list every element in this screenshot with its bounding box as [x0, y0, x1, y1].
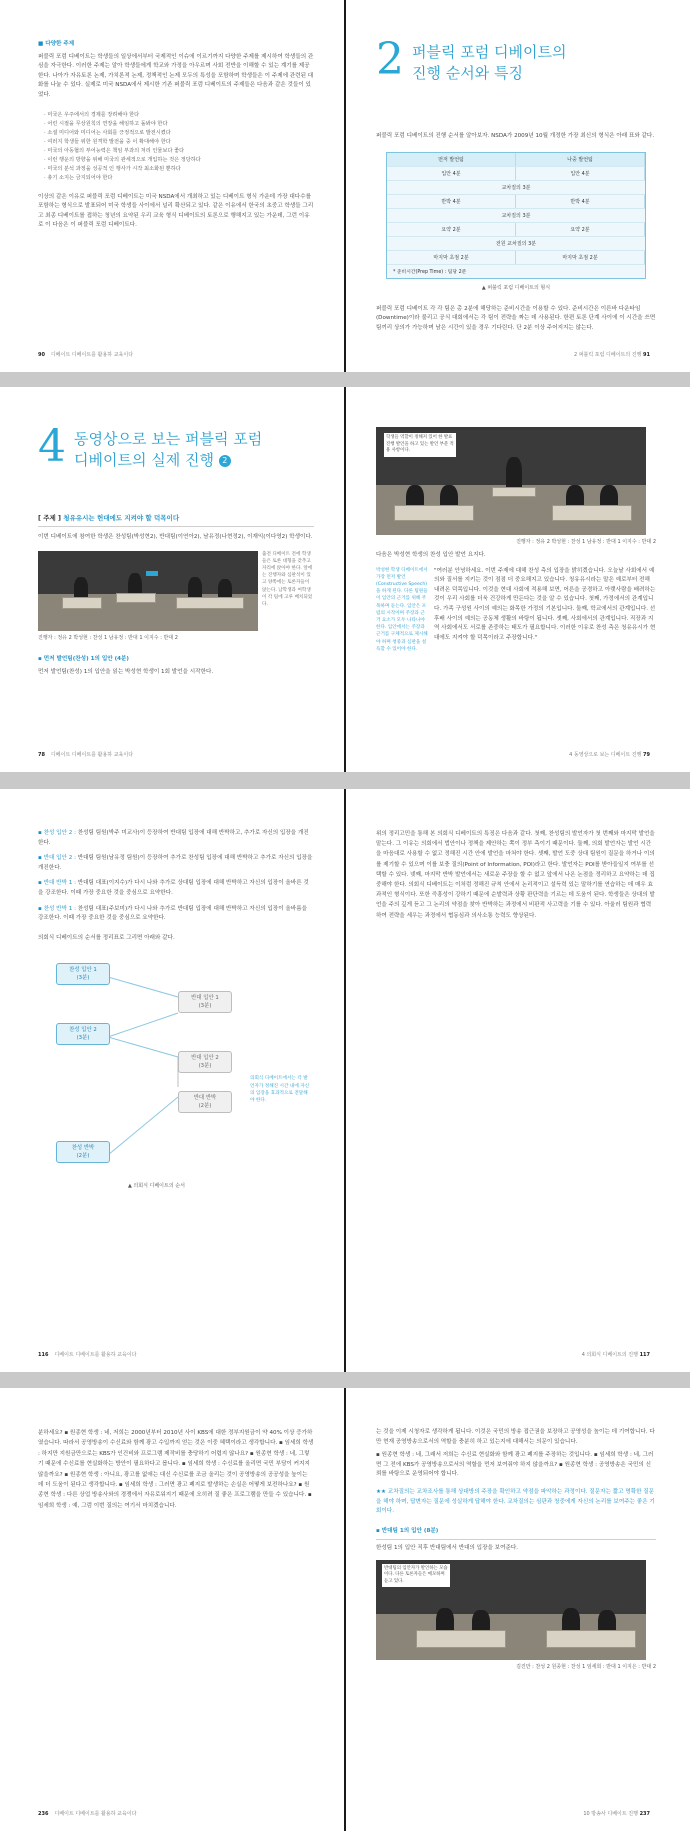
list-item: · 어린 시절을 무상원칙의 연장을 해임하고 돌봐야 한다	[44, 120, 168, 127]
list-item: ▪ 찬성 반박 1 : 찬성팀 대표(주보미)가 다시 나와 추가로 반대팀 입장에 대해 반박하고 자신의 입장이 올바름을 강조한다. 이때 가장 중요한 것을 중심으로 요약한다.	[38, 905, 308, 922]
chapter-heading	[38, 421, 314, 472]
page-footer: 4 의회식 디베이트의 진행 117	[581, 1352, 650, 1358]
list-item: · 이런 행운의 방향을 위해 미국의 관세적으로 개입하는 것은 정당하다	[44, 156, 201, 163]
body-text: 먼저 발언팀(찬성) 1의 입안을 읽는 박성현 학생이 1회 발언을 시작한다.	[38, 669, 214, 676]
list-item: ▪ 반대 입안 2 : 반대팀 팀원(남유정 팀원)이 등장하여 추가로 찬성팀 입장에 대해 반박하고 추가로 자신의 입장을 개진한다.	[38, 855, 313, 871]
dialog-text: ▪ 원종현 학생 : 네, 그래서 저희는 수신료 현실화와 함께 광고 폐지를 주장하는 것입니다. ▪ 임세희 학생 : 네, 그러면 그 전에 KBS가 공영방송으로서의 역할을 먼저 보여줘야 하지 않을까요? ▪ 원종현 학생 : 공영방송은 국민의 신뢰를 바탕으로 운영되어야 합니다.	[376, 1452, 654, 1478]
list-item: ▪ 반대 반박 1 : 반대팀 대표(이지수)가 다시 나와 추가로 상대팀 입장에 대해 반박하고 자신의 입장이 올바른 것을 강조한다. 이때 가장 중요한 것을 중심으로 요약한다.	[38, 880, 309, 896]
list-item: · 미국의 분석 과정을 성공적 인 행사가 시작 최소화된 뿐하다	[44, 165, 181, 172]
dialog-text: 분하세요? ▪ 원종현 학생 : 네, 저희는 2000년부터 2010년 사이 KBS에 대한 정부지원금이 약 40% 이상 증가하였습니다. 따라서 공영방송이 수신료와 함께 광고 수입까지 얻는 것은 이중 혜택이라고 생각합니다. ▪ 임세희 학생 : 하지만 지원금만으로는 KBS가 인건비와 프로그램 제작비를 충당하기 어렵지 않나요? ▪ 원종현 학생 : 네, 그렇기 때문에 수신료를 현실화하는 방안이 필요하다고 봅니다. ▪ 임세희 학생 : 수신료를 올리면 국민 부담이 커지지 않을까요? ▪ 원종현 학생 : 아니요, 광고를 없애는 대신 수신료를 조금 올리는 것이 공영방송의 공공성을 높이는 데 더 도움이 된다고 생각합니다. ▪ 임세희 학생 : 그러면 광고 폐지로 발생하는 손실은 어떻게 보전하나요? ▪ 원종현 학생 : 다른 상업 방송사와의 경쟁에서 자유로워지기 때문에 오히려 질 좋은 프로그램을 만들 수 있습니다. ▪ 임세희 학생 : 예, 그럼 이번 질의는 여기서 마치겠습니다.	[38, 1430, 314, 1509]
spread-3	[0, 789, 690, 1372]
flow-box: 찬성 반박 (2분)	[56, 1141, 110, 1163]
lead-text: 한성팀 1의 입안 직후 반대팀에서 반대의 입장을 보여준다.	[376, 1545, 519, 1552]
list-item: · 미국은 우주에서의 경제를 장려해야 한다	[44, 111, 140, 118]
list-item: · 총기 소지는 금지되어야 한다	[44, 174, 113, 181]
classroom-photo	[38, 551, 258, 631]
lead-text: 다음은 박성현 학생의 찬성 입안 발언 요지다.	[376, 552, 486, 558]
body-text: 퍼블릭 포럼 디베이트는 학생들의 일상에서부터 국제적인 이슈에 이르기까지 다양한 주제를 제시하여 학생들의 관심을 자극한다. 이러한 주제는 알아 학생들에게 학교와 가정을 아우르며 사회 전반을 이해할 수 있는 계기를 제공한다. 나아가 자유토론 논제, 가치론적 논제, 정책적인 논제 모두의 특성을 포함하며 학생들은 이 주제에 관련된 대화를 나눌 수 있다. 실제로 미국 NSDA에서 제시한 기존 퍼블릭 포럼 디베이트의 주제들은 다음과 같은 것들이 있었다.	[38, 53, 314, 98]
table-row: 반박 4분 반박 4분	[387, 194, 645, 208]
page-right	[346, 0, 690, 372]
body-text: 이번 디베이트에 참여한 학생은 찬성팀(박성현2), 반대팀(이연아2), 남유정(나현정2), 이재익(이다영2) 학생이다.	[38, 534, 313, 540]
subhead: ▪ 반대팀 1의 입안 (8분)	[376, 1527, 439, 1534]
flow-box: 반대 반박 (2분)	[178, 1091, 232, 1113]
photo-overlay-note: 반대팀의 입안자가 발언하는 모습이다. 다른 토론자들은 메모하며 듣고 있다.	[382, 1564, 450, 1588]
photo-caption: 진행자 : 정유 2 박성현 : 찬성 1 남유정 : 반대 1 이지수 : 반대 2	[516, 539, 656, 545]
spread-2	[0, 387, 690, 772]
photo-caption: 진행자 : 정유 2 박성현 : 찬성 1 남유정 : 반대 1 이지수 : 반대 2	[38, 634, 178, 641]
step-list	[38, 829, 314, 924]
table-note: * 준비시간(Prep Time) : 팀당 2분	[387, 264, 645, 278]
body-text: 는 것을 이제 시청자로 생각하게 됩니다. 이것은 국민의 방송 접근권을 보장하고 공영성을 높이는 데 기여합니다. 다만 현재 공영방송으로서의 역할을 충분히 하고 있는지에 대해서는 의문이 있습니다.	[376, 1429, 655, 1445]
flow-box: 반대 입안 1 (3분)	[178, 991, 232, 1013]
body-text: "여러분 안녕하세요. 이번 주제에 대해 찬성 측의 입장을 밝히겠습니다. 오늘날 사회에서 예의와 질서를 지키는 것이 점점 더 중요해지고 있습니다. 청유유시라는 말은 예로부터 전해 내려온 덕목입니다. 이것을 현대 사회에 적용해 보면, 어른을 공경하고 아랫사람을 배려하는 것이 우리 사회를 더욱 건강하게 만든다는 것을 알 수 있습니다. 첫째, 가정에서의 관계입니다. 가족 구성원 사이의 예의는 화목한 가정의 기본입니다. 둘째, 학교에서의 관계입니다. 선후배 사이의 예의는 공동체 생활의 바탕이 됩니다. 셋째, 사회에서의 관계입니다. 직장과 지역 사회에서도 서로를 존중하는 태도가 필요합니다. 이러한 이유로 찬성 측은 청유유시가 현대에도 지켜야 할 덕목이라고 주장합니다."	[434, 567, 656, 641]
flow-caption: ▲ 의회식 디베이트의 순서	[128, 1183, 185, 1190]
side-notes: 박성현 학생 디베이트에서 가장 먼저 발언(Constructive Speech)을 하게 된다. 다른 팀원들이 입안의 근거를 위해 주목하며 듣는다. 입안은 포럼의 시작이며 주장과 근거 요소가 모두 나타나야 한다. 입안에서는 주장과 근거를 구체적으로 제시해야 하며 청중과 심판을 설득할 수 있어야 한다.	[376, 567, 428, 652]
table-row: 전원 교차질의 3분	[387, 236, 645, 250]
page-right	[346, 1388, 690, 1831]
page-footer: 4 동영상으로 보는 디베이트 진행 79	[569, 752, 650, 758]
list-item: · 소셜 미디어와 미디어는 사회를 긍정적으로 발전시켰다	[44, 129, 171, 136]
photo-side-note: 출전 디베이트 전에 학생들은 토론 대형을 갖추고 자리에 앉아야 한다. 앞에는 진행자와 심판석이 있고 양쪽에는 토론자들이 앉는다. 남학생과 여학생이 각 팀에 고루 배치되었다.	[262, 551, 313, 608]
subhead: ▪ 먼저 발언팀(찬성) 1의 입안 (4분)	[38, 655, 129, 662]
flow-side-note: 의회식 디베이트에서는 각 발언자가 정해진 시간 내에 자신의 입장을 효과적으로 전달해야 한다.	[250, 1076, 310, 1103]
list-item: · 여러지 학생들 위한 원격학 발전을 중 이 확대해야 한다	[44, 138, 171, 145]
table-row: 입안 4분 입안 4분	[387, 166, 645, 180]
topic-line: [ 주제 ] 청유유시는 헌대에도 지켜야 할 덕목이다	[38, 514, 180, 522]
chapter-heading	[376, 34, 656, 85]
body-text: 퍼블릭 포럼 디베이트 각 각 팀은 총 2분에 해당하는 준비시간을 이용할 수 있다. 준비시간은 이른바 다운타임(Downtime)이라 불리고 공식 대회에서는 각 팀이 전략을 짜는 데 사용된다. 한편 토론 단계 사이에 이 시간을 쓰면 팀끼리 상의가 가능하며 남은 시간이 있을 경우 기다린다. 단 2분 이상 주어지지는 않는다.	[376, 305, 656, 331]
body-text: 이상의 같은 이유로 퍼블릭 포럼 디베이트는 미국 NSDA에서 개최하고 있는 디베이트 형식 가운데 가장 대다수를 포함하는 형식으로 발표되어 미국 학생들 사이에서 널리 확산되고 있다. 같은 이유에서 한국의 초중고 학생들 그리고 최종 디베이트를 접하는 청년의 요약된 우리 교육 형식 디베이트의 토론으로 행해지고 있는 가운데, 그런 이유로 이 다음은 이 퍼블릭 포럼 디베이트다.	[38, 193, 314, 229]
list-item: · 미국의 아동협의 부어능력은 책임 부과의 처리 인물보다 좋다	[44, 147, 185, 154]
table-row: 교차질의 3분	[387, 208, 645, 222]
page-left	[0, 789, 344, 1372]
classroom-photo	[376, 1560, 646, 1660]
list-item: ▪ 찬성 입안 2 : 찬성팀 팀원(박주 미교사)이 등장하여 반대팀 입장에 대해 반박하고, 추가로 자신의 입장을 개진한다.	[38, 830, 309, 846]
table-header: 먼저 발언팀 나중 발언팀	[387, 153, 645, 166]
flow-box: 찬성 입안 1 (3분)	[56, 963, 110, 985]
flow-box: 반대 입안 2 (3분)	[178, 1051, 232, 1073]
flow-diagram	[38, 955, 314, 1195]
chapter-badge: 2	[219, 455, 231, 467]
bullet-list	[44, 111, 314, 183]
format-table	[386, 152, 646, 279]
table-row: 마지막 초점 2분 마지막 초점 2분	[387, 250, 645, 264]
chapter-number: 4	[38, 421, 66, 472]
table-row: 요약 2분 요약 2분	[387, 222, 645, 236]
chapter-title: 동영상으로 보는 퍼블릭 포럼 디베이트의 실제 진행 2	[74, 430, 263, 469]
page-footer: 236 디베이트 디베이트를 활용하 교육이다	[38, 1811, 137, 1817]
page-footer: 10 방송사 디베이트 진행 237	[583, 1811, 650, 1817]
table-row: 교차질의 3분	[387, 180, 645, 194]
flow-intro: 의회식 디베이트의 순서를 정리표로 그리면 아래와 같다.	[38, 934, 175, 941]
section-heading: ■ 다양한 주제	[38, 41, 75, 47]
body-text: 퍼블릭 포럼 디베이트의 진행 순서를 알아보자. NSDA가 2009년 10월 개정한 가장 최신의 형식은 아래 표와 같다.	[376, 133, 655, 139]
page-left	[0, 387, 344, 772]
photo-overlay-note: 학생들 역할이 정해져 있어 한 발표 진행 발언을 하고 있는 발언 부분 적용 사항이다.	[384, 433, 456, 457]
page-left	[0, 1388, 344, 1831]
spread-1	[0, 0, 690, 372]
page-footer: 116 디베이트 디베이트를 활용하 교육이다	[38, 1352, 137, 1358]
page-right	[346, 387, 690, 772]
page-footer: 90 디베이트 디베이트를 활용하 교육이다	[38, 352, 134, 358]
photo-caption: 김진만 : 찬성 2 원종현 : 찬성 1 임세희 : 반대 1 이지은 : 반대 2	[516, 1663, 656, 1670]
page-footer: 78 디베이트 디베이트를 활용하 교육이다	[38, 752, 134, 758]
photo-block	[38, 551, 314, 631]
page-left	[0, 0, 344, 372]
chapter-number: 2	[376, 34, 404, 85]
spread-4	[0, 1388, 690, 1831]
flow-box: 찬성 입안 2 (3분)	[56, 1023, 110, 1045]
body-text: 위의 정리고민을 통해 본 의회식 디베이트의 특징은 다음과 같다. 첫째, 찬성팀의 발언자가 첫 번째와 마지막 발언을 맡는다. 그 이유는 의회에서 법안이나 정책을 제안하는 쪽이 정부 측이기 때문이다. 둘째, 의회 발언자는 발언 시간을 마음대로 사용할 수 없고 정해진 시간 안에 발언을 마쳐야 한다. 셋째, 발언 도중 상대 팀원이 질문을 하거나 이의를 제기할 수 있으며 이를 보충 질의(Point of Information, POI)라고 한다. 발언자는 POI를 받아들일지 여부를 선택할 수 있다. 넷째, 마지막 반박 발언에서는 새로운 주장을 할 수 없고 앞에서 나온 논점을 정리하고 요약하는 데 집중해야 한다. 의회식 디베이트는 이처럼 정해진 규칙 안에서 논리적이고 설득력 있는 말하기를 연습하는 데 매우 효과적인 형식이다. 또한 즉흥성이 강하기 때문에 순발력과 상황 판단력을 기르는 데 도움이 된다. 학생들은 상대의 발언을 주의 깊게 듣고 그 논리의 약점을 찾아 반박하는 과정에서 비판적 사고력을 기를 수 있다. 아울러 팀원과 협력하여 전략을 세우는 과정에서 협동심과 의사소통 능력도 향상된다.	[376, 831, 655, 919]
chapter-title: 퍼블릭 포럼 디베이트의 진행 순서와 특징	[412, 43, 567, 82]
highlight-text: ★★ 교차질의는 교차조사를 통해 상대방의 주장을 확인하고 약점을 파악하는 과정이다. 질문자는 짧고 명확한 질문을 해야 하며, 답변자는 질문에 성실하게 답해야 한다. 교차질의는 심판과 청중에게 자신의 논리를 보여주는 좋은 기회이다.	[376, 1488, 655, 1515]
table-caption: ▲ 퍼블릭 포럼 디베이트의 형식	[481, 284, 551, 291]
page-footer: 2 퍼블릭 포럼 디베이트의 진행 91	[573, 352, 650, 358]
page-right	[346, 789, 690, 1372]
classroom-photo	[376, 427, 646, 535]
